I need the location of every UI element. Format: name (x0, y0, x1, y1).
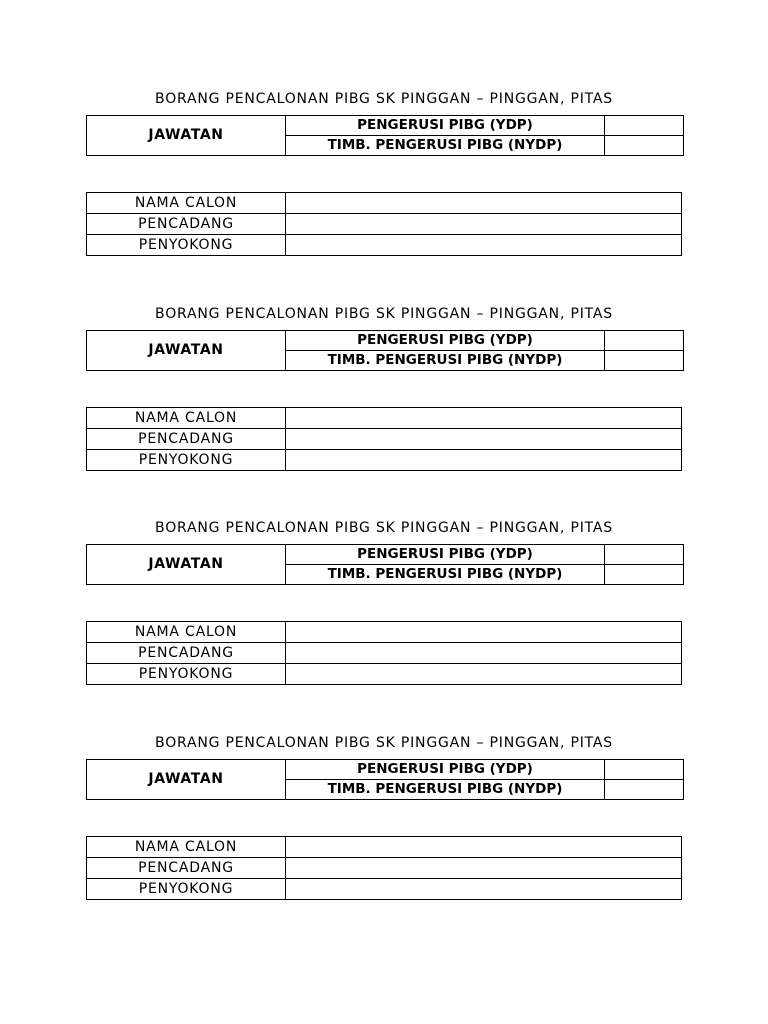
candidate-table (86, 407, 682, 471)
candidate-name-field[interactable] (286, 193, 682, 214)
form-title: BORANG PENCALONAN PIBG SK PINGGAN – PINGGAN, PITAS (155, 520, 613, 536)
candidate-name-field[interactable] (286, 408, 682, 429)
position-label: JAWATAN (87, 545, 286, 585)
candidate-table (86, 621, 682, 685)
post-option-ydp: PENGERUSI PIBG (YDP) (286, 331, 605, 351)
proposer-field[interactable] (286, 643, 682, 664)
post-checkbox-ydp[interactable] (605, 545, 684, 565)
seconder-label: PENYOKONG (87, 450, 286, 471)
position-label: JAWATAN (87, 760, 286, 800)
form-title: BORANG PENCALONAN PIBG SK PINGGAN – PINGGAN, PITAS (155, 306, 613, 322)
post-checkbox-nydp[interactable] (605, 780, 684, 800)
candidate-name-field[interactable] (286, 837, 682, 858)
candidate-name-label: NAMA CALON (87, 193, 286, 214)
post-checkbox-ydp[interactable] (605, 116, 684, 136)
position-table (86, 759, 684, 800)
proposer-label: PENCADANG (87, 858, 286, 879)
post-option-nydp: TIMB. PENGERUSI PIBG (NYDP) (286, 780, 605, 800)
post-option-nydp: TIMB. PENGERUSI PIBG (NYDP) (286, 565, 605, 585)
seconder-field[interactable] (286, 450, 682, 471)
seconder-label: PENYOKONG (87, 879, 286, 900)
seconder-label: PENYOKONG (87, 235, 286, 256)
candidate-name-field[interactable] (286, 622, 682, 643)
proposer-field[interactable] (286, 858, 682, 879)
position-table (86, 115, 684, 156)
candidate-name-label: NAMA CALON (87, 622, 286, 643)
position-label: JAWATAN (87, 331, 286, 371)
post-checkbox-nydp[interactable] (605, 351, 684, 371)
seconder-field[interactable] (286, 879, 682, 900)
candidate-name-label: NAMA CALON (87, 837, 286, 858)
position-table (86, 330, 684, 371)
post-checkbox-nydp[interactable] (605, 565, 684, 585)
post-option-nydp: TIMB. PENGERUSI PIBG (NYDP) (286, 351, 605, 371)
seconder-field[interactable] (286, 235, 682, 256)
candidate-table (86, 192, 682, 256)
post-option-ydp: PENGERUSI PIBG (YDP) (286, 545, 605, 565)
post-option-ydp: PENGERUSI PIBG (YDP) (286, 760, 605, 780)
post-option-ydp: PENGERUSI PIBG (YDP) (286, 116, 605, 136)
post-checkbox-ydp[interactable] (605, 331, 684, 351)
post-checkbox-ydp[interactable] (605, 760, 684, 780)
seconder-label: PENYOKONG (87, 664, 286, 685)
candidate-name-label: NAMA CALON (87, 408, 286, 429)
proposer-label: PENCADANG (87, 643, 286, 664)
proposer-label: PENCADANG (87, 429, 286, 450)
seconder-field[interactable] (286, 664, 682, 685)
proposer-field[interactable] (286, 429, 682, 450)
form-title: BORANG PENCALONAN PIBG SK PINGGAN – PINGGAN, PITAS (155, 91, 613, 107)
form-title: BORANG PENCALONAN PIBG SK PINGGAN – PINGGAN, PITAS (155, 735, 613, 751)
position-label: JAWATAN (87, 116, 286, 156)
post-option-nydp: TIMB. PENGERUSI PIBG (NYDP) (286, 136, 605, 156)
proposer-label: PENCADANG (87, 214, 286, 235)
position-table (86, 544, 684, 585)
candidate-table (86, 836, 682, 900)
post-checkbox-nydp[interactable] (605, 136, 684, 156)
proposer-field[interactable] (286, 214, 682, 235)
